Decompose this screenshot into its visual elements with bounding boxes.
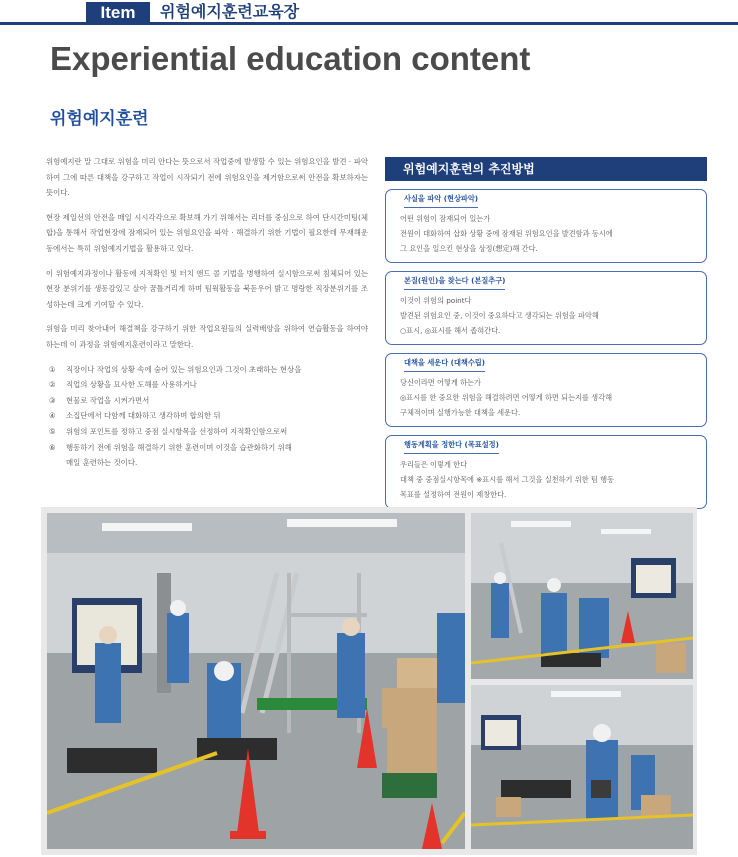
list-text: 행동하기 전에 위험을 해결하기 위한 훈련이며 이것을 습관화하기 위해 [66, 442, 292, 452]
list-item [46, 440, 368, 456]
paragraph: 위험을 미리 찾아내어 해결책을 강구하기 위한 작업요원들의 실력배양을 위하여 연습활동을 하여야 하는데 이 과정을 위험예지훈련이라고 말한다. [46, 324, 368, 349]
method-box-line: 이것이 위험의 point다 [400, 296, 472, 305]
list-number: ⑤ [49, 426, 56, 436]
list-text: 직장이나 작업의 상황 속에 숨어 있는 위험요인과 그것이 초래하는 현상을 [66, 364, 302, 374]
method-heading: 위험예지훈련의 추진방법 [385, 157, 707, 181]
method-box-title: 대책을 세운다 (대책수립) [404, 358, 485, 372]
list-item [46, 362, 368, 378]
list-item [46, 393, 368, 409]
training-room-overview-photo [47, 513, 465, 849]
photo-panel [41, 507, 697, 855]
paragraph: 위험예지란 말 그대로 위험을 미리 안다는 뜻으로서 작업중에 발생할 수 있는 위험요인을 발견 · 파악하여 그에 따른 대책을 강구하고 작업이 시작되기 전에 위험요인을 제거함으로써 안전을 확보하자는 뜻이다. [46, 157, 368, 198]
list-number: ④ [49, 411, 56, 421]
training-room-closeup-photo [471, 685, 693, 849]
method-box-line: 대책 중 중점실시항목에 ※표시를 해서 그것을 실천하기 위한 팀 행동 [400, 475, 615, 484]
method-box-title: 행동계획을 정한다 (목표설정) [404, 440, 499, 454]
method-box-line: 어떤 위험이 잠재되어 있는가 [400, 214, 491, 223]
section-title: 위험예지훈련 [50, 109, 149, 129]
method-box-title: 본질(원인)을 찾는다 (본질추구) [404, 276, 505, 290]
paragraph: 현장 제일선의 안전을 매일 시시각각으로 확보해 가기 위해서는 리더를 중심으로 하여 단시간미팅(체합)을 통해서 작업현장에 잠재되어 있는 위험요인을 파악 · 해결하기 위한 기법이 필요한데 무재해운동에서는 특히 위험예지기법을 활용하고 있다. [46, 212, 368, 253]
method-box [385, 353, 707, 427]
list-text: 직업의 상황을 묘사한 도해를 사용하거나 [66, 380, 197, 390]
list-number: ① [49, 364, 56, 374]
list-number: ③ [49, 395, 56, 405]
list-text: 소집단에서 다함께 대화하고 생각하며 합의한 뒤 [66, 411, 221, 421]
method-box-line: 우리들은 이렇게 한다 [400, 460, 468, 469]
method-box [385, 435, 707, 509]
method-box-line: 발견된 위험요인 중, 이것이 중요하다고 생각되는 위험을 파악해 [400, 311, 599, 320]
header-tag: Item [86, 2, 150, 24]
method-box-line: ○표시, ◎표시를 해서 좁혀간다. [400, 326, 501, 335]
method-box-line: 구체적이며 실행가능한 대책을 세운다. [400, 408, 521, 417]
list-number: ② [49, 380, 56, 390]
method-box-line: ◎표시를 한 중요한 위험을 해결하려면 어떻게 하면 되는지를 생각해 [400, 393, 613, 402]
list-number: ⑥ [49, 442, 56, 452]
list-item [46, 455, 368, 471]
list-text: 현물로 작업을 시켜가면서 [66, 395, 150, 405]
method-box-title: 사실을 파악 (현상파악) [404, 194, 478, 208]
method-box-line: 당신이라면 어떻게 하는가 [400, 378, 481, 387]
method-box-line: 전원이 대화하여 삽화 상황 중에 잠재된 위험요인을 발견함과 동시에 [400, 229, 613, 238]
method-box [385, 189, 707, 263]
list-text: 위험의 포인트를 정하고 중점 실시항목을 선정하여 지적확인함으로써 [66, 426, 288, 436]
paragraph: 이 위험예지과정이나 활동에 지적확인 및 터치 앤드 콜 기법을 병행하여 실시함으로써 침체되어 있는 현장 분위기를 생동감있고 살아 꿈틀거리게 하며 팀웍활동을 북돋우어 밝고 명랑한 직장분위기를 조성하는데 크게 기여할 수 있다. [46, 268, 368, 309]
page-title: Experiential education content [50, 40, 531, 77]
header-rule [0, 22, 738, 25]
method-box [385, 271, 707, 345]
list-item [46, 408, 368, 424]
list-item [46, 424, 368, 440]
left-column [46, 154, 368, 471]
step-list [46, 362, 368, 471]
method-panel [385, 157, 707, 509]
list-text: 매일 훈련하는 것이다. [66, 458, 138, 468]
method-box-line: 그 요인을 일으킨 현상을 상정(想定)해 간다. [400, 244, 538, 253]
method-box-line: 목표를 설정하여 전원이 제창한다. [400, 490, 507, 499]
training-room-side-photo [471, 513, 693, 679]
header-title: 위험예지훈련교육장 [160, 2, 300, 21]
list-item [46, 377, 368, 393]
